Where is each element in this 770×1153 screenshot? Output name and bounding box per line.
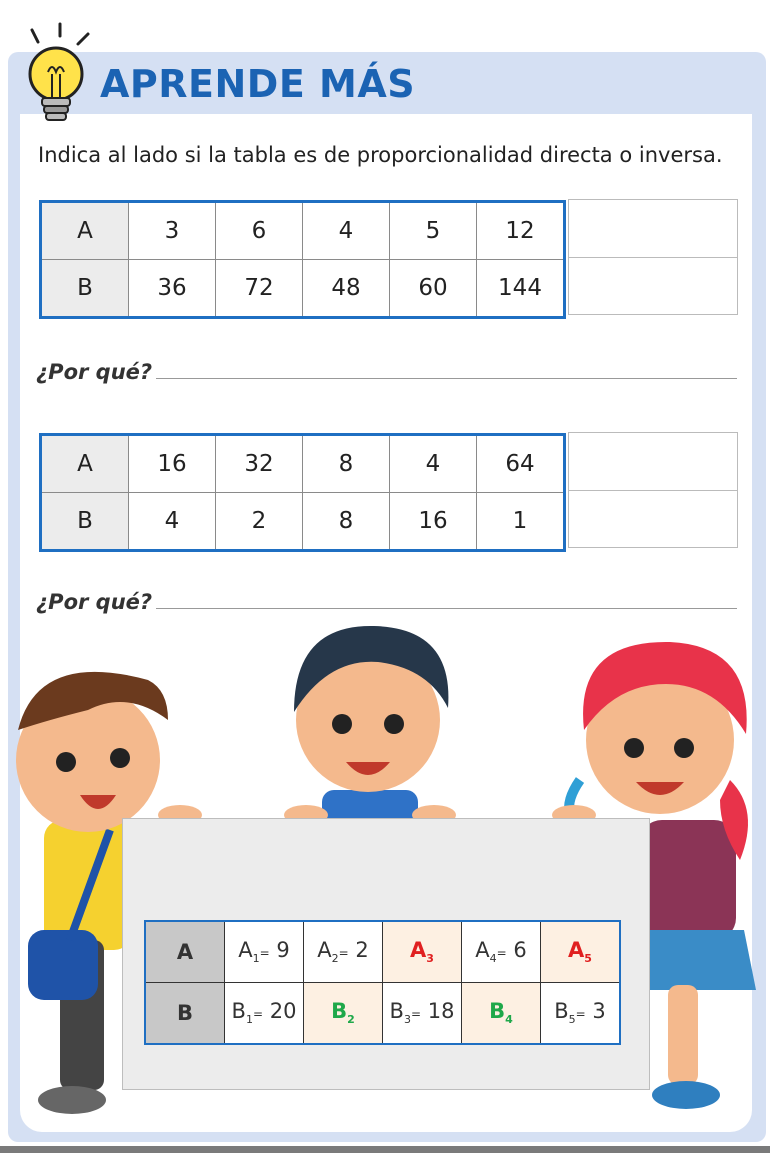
table-cell: 144 xyxy=(477,260,565,318)
table-row xyxy=(41,202,565,260)
table-cell: $A_2= 2$ xyxy=(304,921,383,983)
bottom-divider xyxy=(0,1146,770,1153)
table-cell: 60 xyxy=(390,260,477,318)
table-cell: $B_5= 3$ xyxy=(541,983,621,1045)
row-label: A xyxy=(145,921,225,983)
table-row xyxy=(145,983,620,1045)
table-cell: 16 xyxy=(129,435,216,493)
lightbulb-icon xyxy=(20,22,92,132)
table-cell: 4 xyxy=(390,435,477,493)
table-row xyxy=(41,493,565,551)
table-cell: 32 xyxy=(216,435,303,493)
table-cell: 8 xyxy=(303,493,390,551)
table-cell: 8 xyxy=(303,435,390,493)
unknowns-table xyxy=(144,920,621,1045)
table-cell: $A_1= 9$ xyxy=(225,921,304,983)
table-cell: $B_1= 20$ xyxy=(225,983,304,1045)
table-cell: 48 xyxy=(303,260,390,318)
why-label-1: ¿Por qué? xyxy=(36,360,153,384)
why-answer-line-2[interactable] xyxy=(156,608,737,609)
unknown-cell: $A_5$ xyxy=(541,921,621,983)
proportion-table-2 xyxy=(39,433,566,552)
table-cell: 36 xyxy=(129,260,216,318)
table-cell: 72 xyxy=(216,260,303,318)
table-cell: 3 xyxy=(129,202,216,260)
unknown-cell: $A_3$ xyxy=(383,921,462,983)
unknown-cell: $B_2$ xyxy=(304,983,383,1045)
table-cell: 5 xyxy=(390,202,477,260)
table-row xyxy=(41,260,565,318)
table-cell: 1 xyxy=(477,493,565,551)
row-label: B xyxy=(41,493,129,551)
table-cell: $B_3= 18$ xyxy=(383,983,462,1045)
table-cell: 4 xyxy=(303,202,390,260)
row-label: A xyxy=(41,202,129,260)
table-cell: 16 xyxy=(390,493,477,551)
table-cell: $A_4= 6$ xyxy=(462,921,541,983)
row-label: A xyxy=(41,435,129,493)
boy-middle-figure xyxy=(284,626,456,825)
row-label: B xyxy=(145,983,225,1045)
instruction-text: Indica al lado si la tabla es de proporcionalidad directa o inversa. xyxy=(38,143,723,167)
table-cell: 12 xyxy=(477,202,565,260)
answer-box-1[interactable] xyxy=(568,199,738,315)
table-cell: 4 xyxy=(129,493,216,551)
proportion-table-1 xyxy=(39,200,566,319)
table-row xyxy=(41,435,565,493)
table-cell: 2 xyxy=(216,493,303,551)
why-label-2: ¿Por qué? xyxy=(36,590,153,614)
answer-box-2[interactable] xyxy=(568,432,738,548)
why-answer-line-1[interactable] xyxy=(156,378,737,379)
table-cell: 64 xyxy=(477,435,565,493)
section-title: APRENDE MÁS xyxy=(100,62,416,106)
table-cell: 6 xyxy=(216,202,303,260)
row-label: B xyxy=(41,260,129,318)
unknown-cell: $B_4$ xyxy=(462,983,541,1045)
table-row xyxy=(145,921,620,983)
